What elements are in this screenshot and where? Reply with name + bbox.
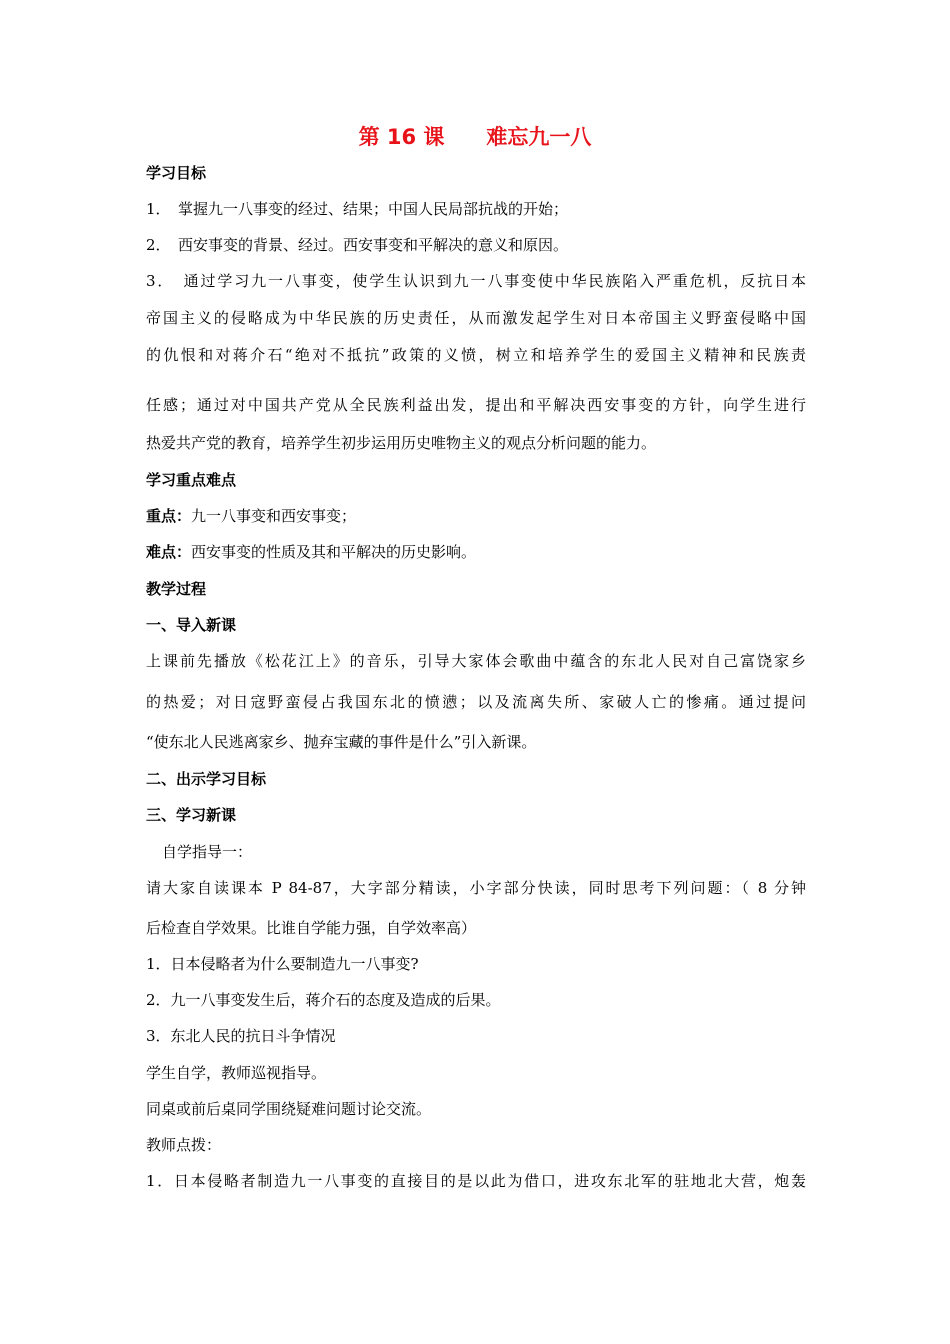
- reading-instruction-line-1: 请大家自读课本 P 84-87，大字部分精读，小字部分快读，同时思考下列问题：（ 8 分钟: [146, 879, 806, 897]
- goal-item-3-line-5: 热爱共产党的教育，培养学生初步运用历史唯物主义的观点分析问题的能力。: [146, 434, 657, 452]
- goal-item-3-line-1: 3． 通过学习九一八事变，使学生认识到九一八事变使中华民族陷入严重危机，反抗日本: [146, 272, 806, 290]
- goal-item-3-line-2: 帝国主义的侵略成为中华民族的历史责任，从而激发起学生对日本帝国主义野蛮侵略中国: [146, 309, 806, 327]
- self-study-guide: 自学指导一：: [162, 843, 253, 861]
- key-point-line: [146, 506, 356, 526]
- process-heading: 教学过程: [146, 580, 207, 598]
- difficulty-line: [146, 542, 476, 562]
- difficulty-text: 西安事变的性质及其和平解决的历史影响。: [191, 543, 477, 561]
- answer-1-line-1: 1．日本侵略者制造九一八事变的直接目的是以此为借口，进攻东北军的驻地北大营，炮轰: [146, 1172, 806, 1190]
- lesson-title: 第 16 课 难忘九一八: [358, 125, 592, 149]
- section-3-heading: 三、学习新课: [146, 806, 237, 824]
- key-point-label: 重点：: [146, 507, 192, 525]
- question-1: 1．日本侵略者为什么要制造九一八事变?: [146, 955, 419, 973]
- key-points-heading: 学习重点难点: [146, 471, 237, 489]
- discussion-activity: 同桌或前后桌同学围绕疑难问题讨论交流。: [146, 1100, 432, 1118]
- question-2: 2．九一八事变发生后，蒋介石的态度及造成的后果。: [146, 991, 501, 1009]
- key-point-text: 九一八事变和西安事变；: [191, 507, 357, 525]
- goal-item-3-line-3: 的仇恨和对蒋介石“绝对不抵抗”政策的义愤，树立和培养学生的爱国主义精神和民族责: [146, 346, 806, 364]
- goals-heading: 学习目标: [146, 164, 207, 182]
- section-1-heading: 一、导入新课: [146, 616, 237, 634]
- goal-item-2: 2． 西安事变的背景、经过。西安事变和平解决的意义和原因。: [146, 236, 569, 254]
- question-3: 3．东北人民的抗日斗争情况: [146, 1027, 336, 1045]
- reading-instruction-line-2: 后检查自学效果。比谁自学能力强，自学效率高）: [146, 919, 477, 937]
- section-2-heading: 二、出示学习目标: [146, 770, 267, 788]
- goal-item-3-line-4: 任感；通过对中国共产党从全民族利益出发，提出和平解决西安事变的方针，向学生进行: [146, 396, 806, 414]
- intro-line-3: “使东北人民逃离家乡、抛弃宝藏的事件是什么”引入新课。: [146, 733, 537, 751]
- student-activity: 学生自学，教师巡视指导。: [146, 1064, 327, 1082]
- intro-line-2: 的热爱；对日寇野蛮侵占我国东北的愤懑；以及流离失所、家破人亡的惨痛。通过提问: [146, 693, 806, 711]
- difficulty-label: 难点：: [146, 543, 192, 561]
- teacher-guidance: 教师点拨：: [146, 1136, 222, 1154]
- intro-line-1: 上课前先播放《松花江上》的音乐，引导大家体会歌曲中蕴含的东北人民对自己富饶家乡: [146, 652, 806, 670]
- goal-item-1: 1． 掌握九一八事变的经过、结果；中国人民局部抗战的开始；: [146, 200, 569, 218]
